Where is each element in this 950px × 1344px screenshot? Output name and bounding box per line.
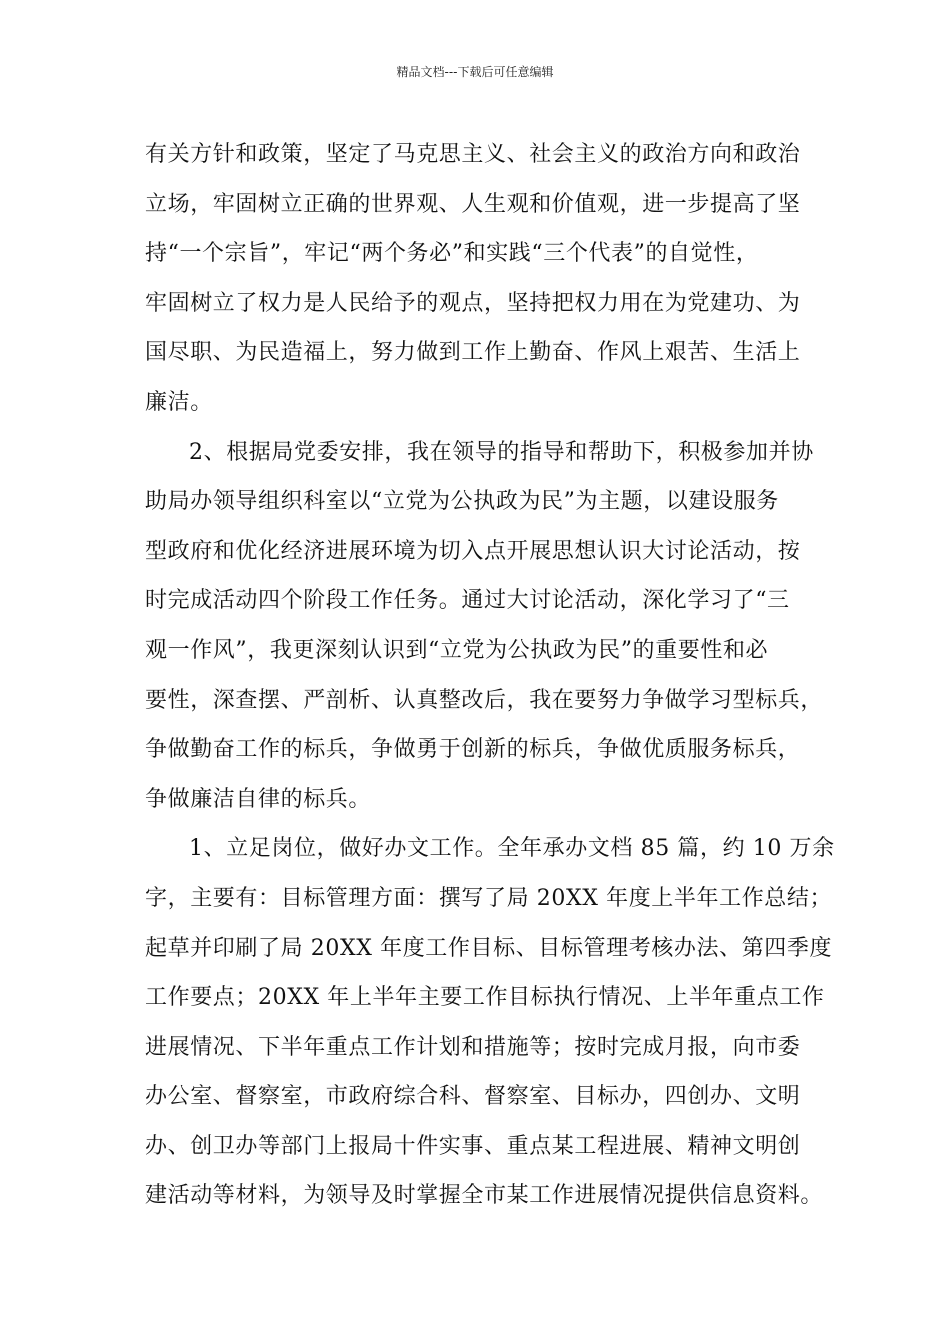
text-line: 争做廉洁自律的标兵。 (145, 786, 372, 812)
text-line: 立场，牢固树立正确的世界观、人生观和价值观，进一步提高了坚 (145, 191, 801, 217)
page-header: 精品文档---下载后可任意编辑 (396, 65, 554, 79)
text-line: 观一作风”，我更深刻认识到“立党为公执政为民”的重要性和必 (145, 637, 769, 663)
text-line: 起草并印刷了局 20XX 年度工作目标、目标管理考核办法、第四季度 (145, 935, 833, 961)
text-line: 廉洁。 (145, 389, 213, 415)
text-line: 办公室、督察室，市政府综合科、督察室、目标办，四创办、文明 (145, 1084, 801, 1110)
text-line: 时完成活动四个阶段工作任务。通过大讨论活动，深化学习了“三 (145, 588, 790, 614)
text-line: 2、根据局党委安排，我在领导的指导和帮助下，积极参加并协 (189, 439, 814, 465)
text-line: 型政府和优化经济进展环境为切入点开展思想认识大讨论活动，按 (145, 538, 801, 564)
text-line: 建活动等材料，为领导及时掌握全市某工作进展情况提供信息资料。 (145, 1183, 824, 1209)
text-line: 国尽职、为民造福上，努力做到工作上勤奋、作风上艰苦、生活上 (145, 340, 801, 366)
text-line: 持“一个宗旨”，牢记“两个务必”和实践“三个代表”的自觉性， (145, 241, 759, 267)
paragraph-1 (145, 130, 825, 428)
text-line: 办、创卫办等部门上报局十件实事、重点某工程进展、精神文明创 (145, 1133, 801, 1159)
paragraph-2 (145, 428, 825, 825)
text-line: 争做勤奋工作的标兵，争做勇于创新的标兵，争做优质服务标兵， (145, 737, 801, 763)
text-line: 字，主要有：目标管理方面：撰写了局 20XX 年度上半年工作总结； (145, 885, 833, 911)
text-line: 牢固树立了权力是人民给予的观点，坚持把权力用在为党建功、为 (145, 290, 801, 316)
text-line: 要性，深查摆、严剖析、认真整改后，我在要努力争做学习型标兵， (145, 687, 824, 713)
text-line: 助局办领导组织科室以“立党为公执政为民”为主题，以建设服务 (145, 489, 779, 515)
text-line: 进展情况、下半年重点工作计划和措施等；按时完成月报，向市委 (145, 1034, 801, 1060)
text-line: 有关方针和政策，坚定了马克思主义、社会主义的政治方向和政治 (145, 142, 801, 167)
document-body (145, 130, 835, 1221)
paragraph-3 (145, 824, 835, 1221)
text-line: 工作要点；20XX 年上半年主要工作目标执行情况、上半年重点工作 (145, 985, 825, 1011)
text-line: 1、立足岗位，做好办文工作。全年承办文档 85 篇，约 10 万余 (189, 836, 835, 862)
